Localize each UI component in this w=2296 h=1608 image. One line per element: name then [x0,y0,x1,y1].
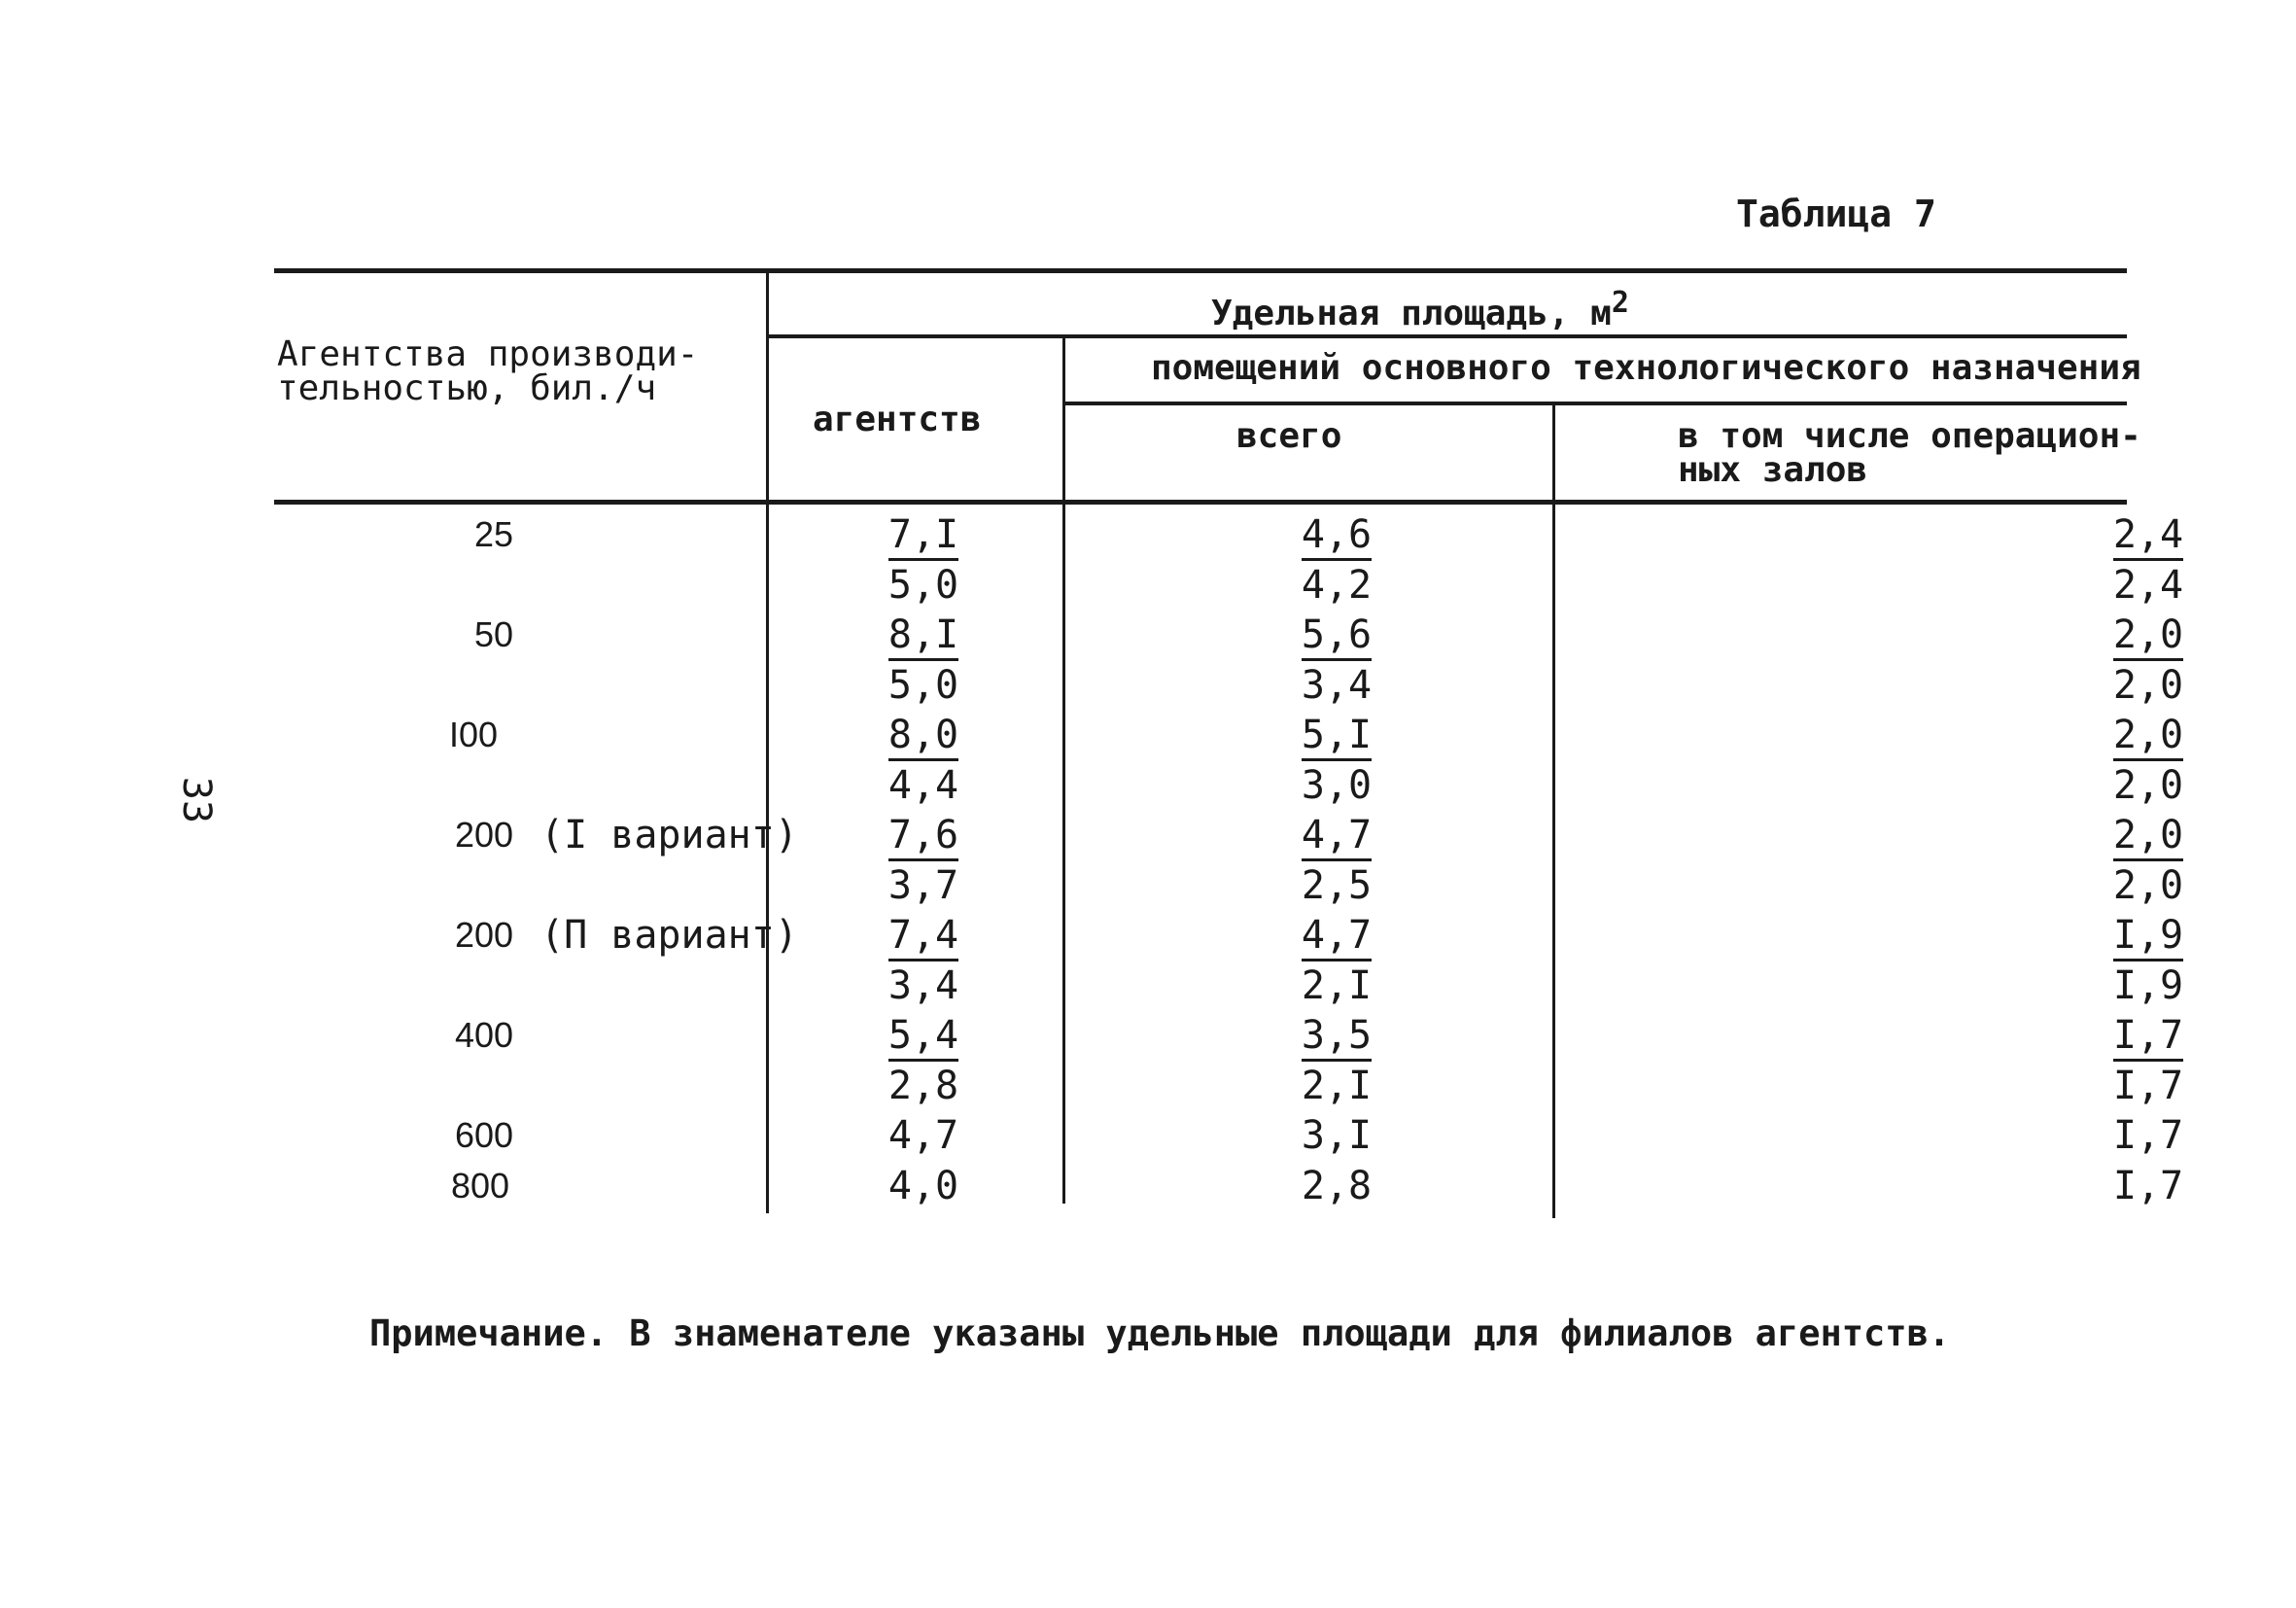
row-capacity: 25 [474,514,514,554]
header-incl-halls-line2: ных залов [1678,450,1868,490]
header-capacity-line2: тельностью, бил./ч [277,368,657,408]
cell-agencies: 4,7 [887,1113,959,1158]
cell-total: 5,I [1302,713,1372,761]
cell-total: 4,7 [1302,913,1372,961]
table-row [274,562,2184,613]
cell-halls: I,7 [2112,1163,2184,1208]
header-subrule-2 [1064,402,2127,405]
cell-halls: I,7 [2112,1113,2184,1158]
cell-total: 4,6 [1302,512,1372,561]
cell-halls: 2,0 [2112,762,2184,808]
header-specific-area [1211,287,1629,331]
table-row [274,1113,2184,1164]
row-capacity: 50 [474,614,514,654]
cell-halls: 2,0 [2113,713,2183,761]
table-row [274,1163,2184,1214]
table-note: Примечание. В знаменателе указаны удельные площади для филиалов агентств. [369,1312,1951,1354]
cell-halls: I,9 [2113,913,2183,961]
cell-halls: 2,0 [2112,662,2184,708]
cell-halls: 2,4 [2113,512,2183,561]
header-area-unit-sup: 2 [1611,286,1629,320]
cell-halls: 2,4 [2112,562,2184,608]
cell-total: 2,I [1301,962,1373,1008]
header-subrule-1 [768,334,2127,338]
header-bottom-rule [274,500,2127,505]
table-row [274,862,2184,914]
row-capacity: 200 [455,915,514,955]
cell-agencies: 5,4 [888,1013,958,1062]
cell-agencies: 7,4 [888,913,958,961]
cell-halls: I,7 [2113,1013,2183,1062]
table-row [274,813,2184,863]
cell-total: 3,I [1301,1113,1373,1158]
header-specific-area-text: Удельная площадь, м [1211,294,1612,333]
cell-halls: 2,0 [2113,612,2183,661]
table-row [274,512,2184,563]
cell-halls: I,7 [2112,1063,2184,1108]
table-row [274,662,2184,714]
row-capacity: 400 [455,1015,514,1055]
table-row [274,1013,2184,1064]
cell-agencies: 5,0 [887,662,959,708]
cell-agencies: 4,0 [887,1163,959,1208]
table-top-rule [274,268,2127,273]
cell-total: 3,4 [1301,662,1373,708]
cell-agencies: 3,4 [887,962,959,1008]
table-row [274,762,2184,814]
row-capacity: 800 [451,1165,510,1206]
cell-agencies: 4,4 [887,762,959,808]
row-capacity: 600 [455,1115,514,1155]
cell-halls: 2,0 [2112,862,2184,908]
cell-agencies: 8,I [888,612,958,661]
cell-halls: I,9 [2112,962,2184,1008]
cell-agencies: 8,0 [888,713,958,761]
row-capacity: I00 [449,715,499,754]
cell-agencies: 7,6 [888,813,958,861]
cell-agencies: 7,I [888,512,958,561]
page-number: 33 [174,776,220,824]
cell-agencies: 2,8 [887,1063,959,1108]
header-total: всего [1236,416,1342,456]
cell-agencies: 3,7 [887,862,959,908]
header-agencies: агентств [813,400,982,439]
cell-total: 4,2 [1301,562,1373,608]
cell-total: 5,6 [1302,612,1372,661]
cell-agencies: 5,0 [887,562,959,608]
header-main-rooms: помещений основного технологического назначения [1151,348,2141,388]
table-caption: Таблица 7 [1736,192,1936,235]
table-row [274,913,2184,963]
table-row [274,612,2184,663]
cell-total: 2,I [1301,1063,1373,1108]
row-capacity: 200 [455,815,514,855]
table-row [274,962,2184,1014]
table-row [274,1063,2184,1114]
header-capacity-line1: Агентства производи- [277,334,699,374]
cell-total: 4,7 [1302,813,1372,861]
cell-total: 3,0 [1301,762,1373,808]
cell-total: 3,5 [1302,1013,1372,1062]
header-incl-halls-line1: в том числе операцион- [1678,416,2141,456]
cell-total: 2,8 [1301,1163,1373,1208]
cell-total: 2,5 [1301,862,1373,908]
cell-halls: 2,0 [2113,813,2183,861]
row-variant: (I вариант) [540,813,798,857]
table-body [274,512,2184,1213]
row-variant: (П вариант) [540,913,798,958]
table-row [274,713,2184,763]
